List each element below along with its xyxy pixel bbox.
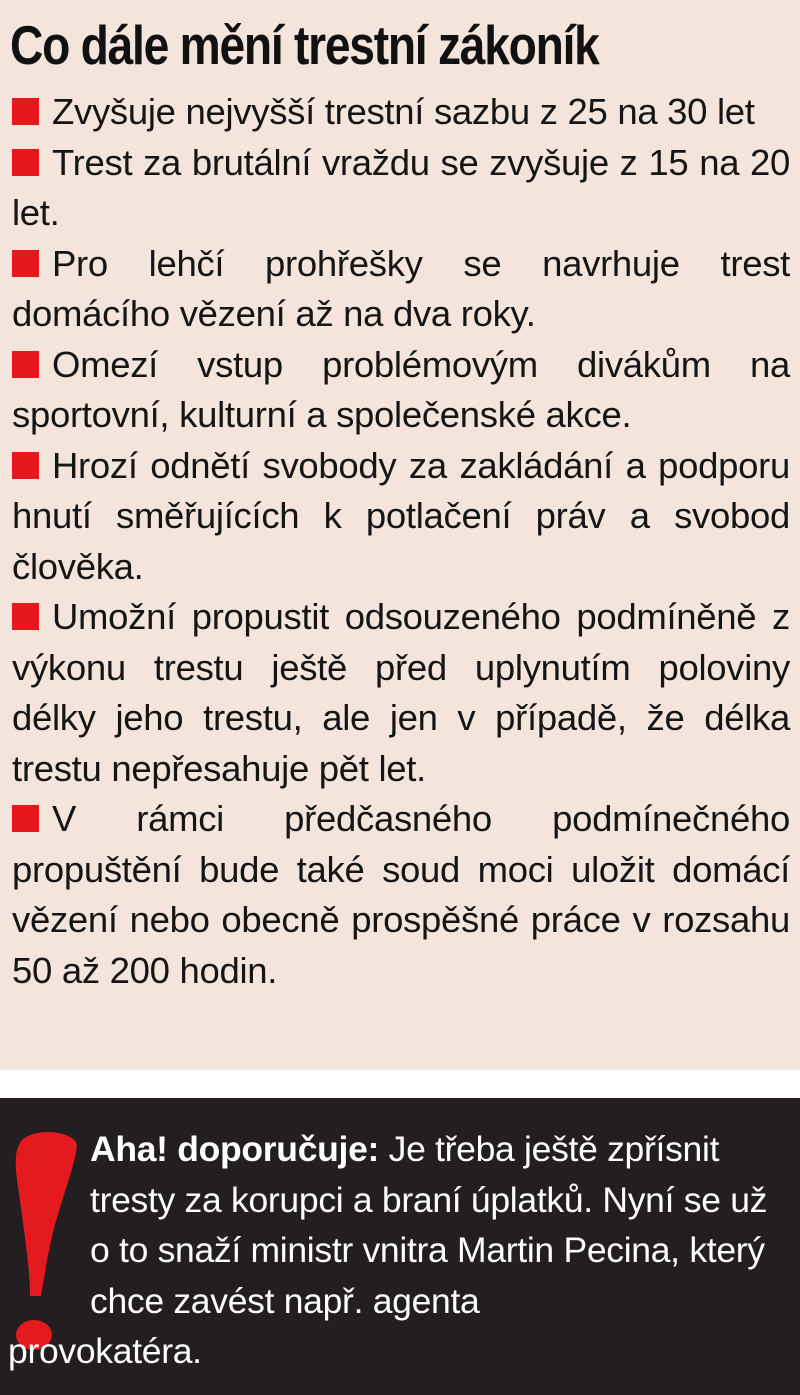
list-item-text: Umožní propustit odsouzeného podmíněně z výkonu trestu ještě před uplynutím poloviny délky jeho trestu, ale jen v případě, že délka trestu nepřesahuje pět let. (12, 596, 790, 789)
change-list (12, 87, 790, 996)
red-square-bullet-icon (12, 98, 39, 125)
red-square-bullet-icon (12, 452, 39, 479)
list-item (12, 87, 790, 138)
recommendation-box (0, 1098, 800, 1395)
list-item (12, 441, 790, 593)
list-item-text: Omezí vstup problémovým divákům na sportovní, kulturní a společenské akce. (12, 343, 790, 435)
list-item-text: V rámci předčasného podmínečného propuštění bude také soud moci uložit domácí vězení nebo obecně prospěšné práce v rozsahu 50 až 200 hodin. (12, 798, 790, 991)
red-square-bullet-icon (12, 149, 39, 176)
separator (0, 1070, 800, 1098)
list-item (12, 239, 790, 340)
list-item-text: Trest za brutální vraždu se zvyšuje z 15 na 20 let. (12, 141, 790, 233)
red-square-bullet-icon (12, 805, 39, 832)
recommendation-last-line: provokatéra. (8, 1331, 202, 1371)
list-item-text: Pro lehčí prohřešky se navrhuje trest domácího vězení až na dva roky. (12, 242, 790, 334)
article-title: Co dále mění trestní zákoník (10, 14, 599, 76)
recommendation-lead: Aha! doporučuje: (90, 1129, 380, 1169)
recommendation-text (8, 1124, 795, 1377)
list-item (12, 794, 790, 996)
red-square-bullet-icon (12, 250, 39, 277)
recommendation-body: Je třeba ještě zpřísnit tresty za korupci a braní úplatků. Nyní se už o to snaží ministr vnitra Martin Pecina, který chce zavést např. agenta (90, 1129, 768, 1321)
red-square-bullet-icon (12, 351, 39, 378)
list-item (12, 592, 790, 794)
list-item (12, 138, 790, 239)
red-square-bullet-icon (12, 603, 39, 630)
list-item (12, 340, 790, 441)
list-item-text: Zvyšuje nejvyšší trestní sazbu z 25 na 30 let (52, 91, 755, 132)
list-item-text: Hrozí odnětí svobody za zakládání a podporu hnutí směřujících k potlačení práv a svobod člověka. (12, 444, 790, 587)
